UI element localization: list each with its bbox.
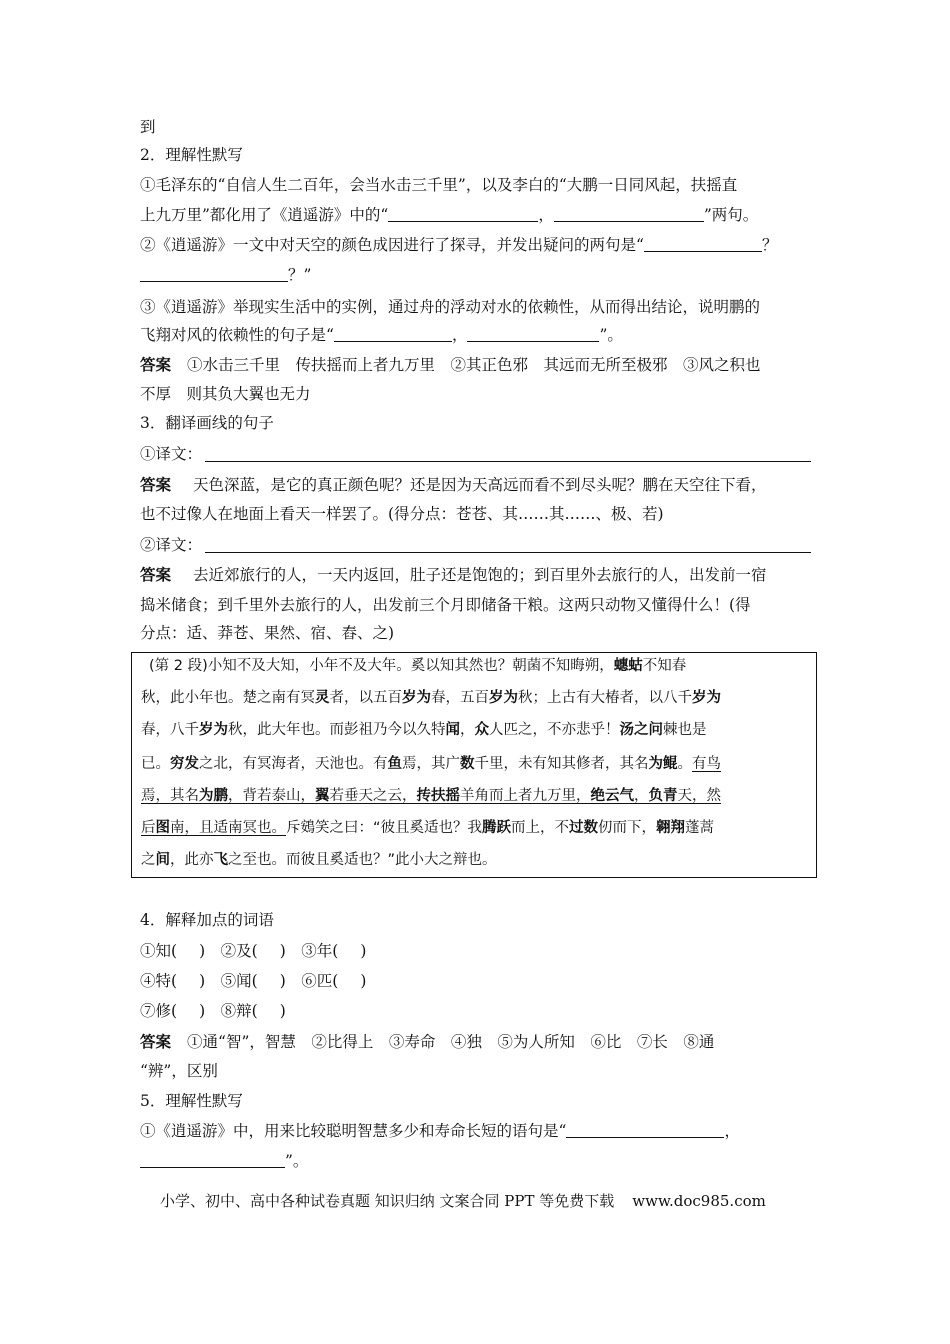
fill-blank[interactable]	[644, 236, 762, 252]
s2-q1-line2: 上九万里”都化用了《逍遥游》中的“ ， ”两句。	[140, 206, 759, 224]
translation-2-label: ②译文：	[140, 536, 203, 554]
s4-row-2: ④特( ) ⑤闻( ) ⑥匹( )	[140, 972, 367, 990]
passage-line-4: 已。穷发之北，有冥海者，天池也。有鱼焉，其广数千里，未有知其修者，其名为鲲。有鸟	[141, 756, 721, 772]
section-5-heading: 5．理解性默写	[140, 1092, 243, 1110]
s3-answer1-line1: 答案 天色深蓝，是它的真正颜色呢？还是因为天高远而看不到尽头呢？鹏在天空往下看，	[140, 475, 767, 494]
s4-row-1: ①知( ) ②及( ) ③年( )	[140, 942, 367, 960]
s2-q1-line1: ①毛泽东的“自信人生二百年，会当水击三千里”，以及李白的“大鹏一日同风起，扶摇直	[140, 176, 738, 194]
footer-url[interactable]: www.doc985.com	[632, 1192, 766, 1210]
passage-line-2: 秋，此小年也。楚之南有冥灵者，以五百岁为春，五百岁为秋；上古有大椿者，以八千岁为	[141, 690, 721, 706]
fill-blank[interactable]	[334, 326, 452, 342]
fill-blank[interactable]	[467, 326, 599, 342]
s3-answer2-line2: 捣米储食；到千里外去旅行的人，出发前三个月即储备干粮。这两只动物又懂得什么！(得	[140, 596, 751, 614]
passage-line-1: (第 2 段)小知不及大知，小年不及大年。奚以知其然也？朝菌不知晦朔，蟪蛄不知春	[149, 658, 687, 674]
s2-q3-line1: ③《逍遥游》举现实生活中的实例，通过舟的浮动对水的依赖性，从而得出结论，说明鹏的	[140, 298, 761, 316]
translation-1-label: ①译文：	[140, 445, 203, 463]
passage-line-6: 后图南，且适南冥也。斥鴳笑之曰：“彼且奚适也？我腾跃而上，不过数仞而下，翱翔蓬蒿	[141, 820, 715, 836]
answer-label: 答案	[140, 355, 172, 374]
fill-blank[interactable]	[388, 206, 538, 222]
passage-line-3: 春，八千岁为秋，此大年也。而彭祖乃今以久特闻，众人匹之，不亦悲乎！汤之问棘也是	[141, 722, 707, 738]
fill-blank[interactable]	[566, 1122, 724, 1138]
s4-answer-line2: “辨”，区别	[140, 1062, 218, 1080]
s2-q3-line2: 飞翔对风的依赖性的句子是“ ， ”。	[140, 326, 623, 344]
answer-label: 答案	[140, 1032, 172, 1051]
continued-text: 到	[140, 118, 156, 136]
s3-answer1-line2: 也不过像人在地面上看天一样罢了。(得分点：苍苍、其……其……、极、若)	[140, 505, 664, 523]
s5-q1-line2: ”。	[140, 1151, 812, 1171]
section-2-heading: 2．理解性默写	[140, 146, 243, 164]
fill-blank[interactable]	[140, 1152, 285, 1168]
s3-answer2-line3: 分点：适、莽苍、果然、宿、舂、之)	[140, 624, 395, 642]
passage-line-7: 之间，此亦飞之至也。而彼且奚适也？”此小大之辩也。	[141, 852, 497, 868]
s2-answer-line1: 答案 ①水击三千里 传扶摇而上者九万里 ②其正色邪 其远而无所至极邪 ③风之积也	[140, 355, 761, 374]
s2-answer-line2: 不厚 则其负大翼也无力	[140, 385, 311, 403]
answer-label: 答案	[140, 475, 172, 494]
translation-1-blank[interactable]	[205, 461, 811, 462]
passage-line-5-underlined: 焉，其名为鹏，背若泰山，翼若垂天之云，抟扶摇羊角而上者九万里，绝云气，负青天，然	[141, 788, 721, 804]
s4-answer-line1: 答案 ①通“智”，智慧 ②比得上 ③寿命 ④独 ⑤为人所知 ⑥比 ⑦长 ⑧通	[140, 1032, 715, 1051]
s3-answer2-line1: 答案 去近郊旅行的人，一天内返回，肚子还是饱饱的；到百里外去旅行的人，出发前一宿	[140, 565, 767, 584]
s2-q2-line1: ②《逍遥游》一文中对天空的颜色成因进行了探寻，并发出疑问的两句是“ ？	[140, 236, 778, 254]
fill-blank[interactable]	[140, 266, 288, 282]
s4-row-3: ⑦修( ) ⑧辩( )	[140, 1002, 286, 1020]
footer	[160, 1191, 800, 1211]
section-3-heading: 3．翻译画线的句子	[140, 414, 274, 432]
fill-blank[interactable]	[554, 206, 704, 222]
s2-q2-line2: ？”	[140, 265, 812, 285]
s5-q1-line1: ①《逍遥游》中，用来比较聪明智慧多少和寿命长短的语句是“ ，	[140, 1122, 740, 1140]
section-4-heading: 4．解释加点的词语	[140, 911, 274, 929]
answer-label: 答案	[140, 565, 172, 584]
footer-text: 小学、初中、高中各种试卷真题 知识归纳 文案合同 PPT 等免费下载	[160, 1192, 615, 1210]
translation-2-blank[interactable]	[205, 552, 811, 553]
